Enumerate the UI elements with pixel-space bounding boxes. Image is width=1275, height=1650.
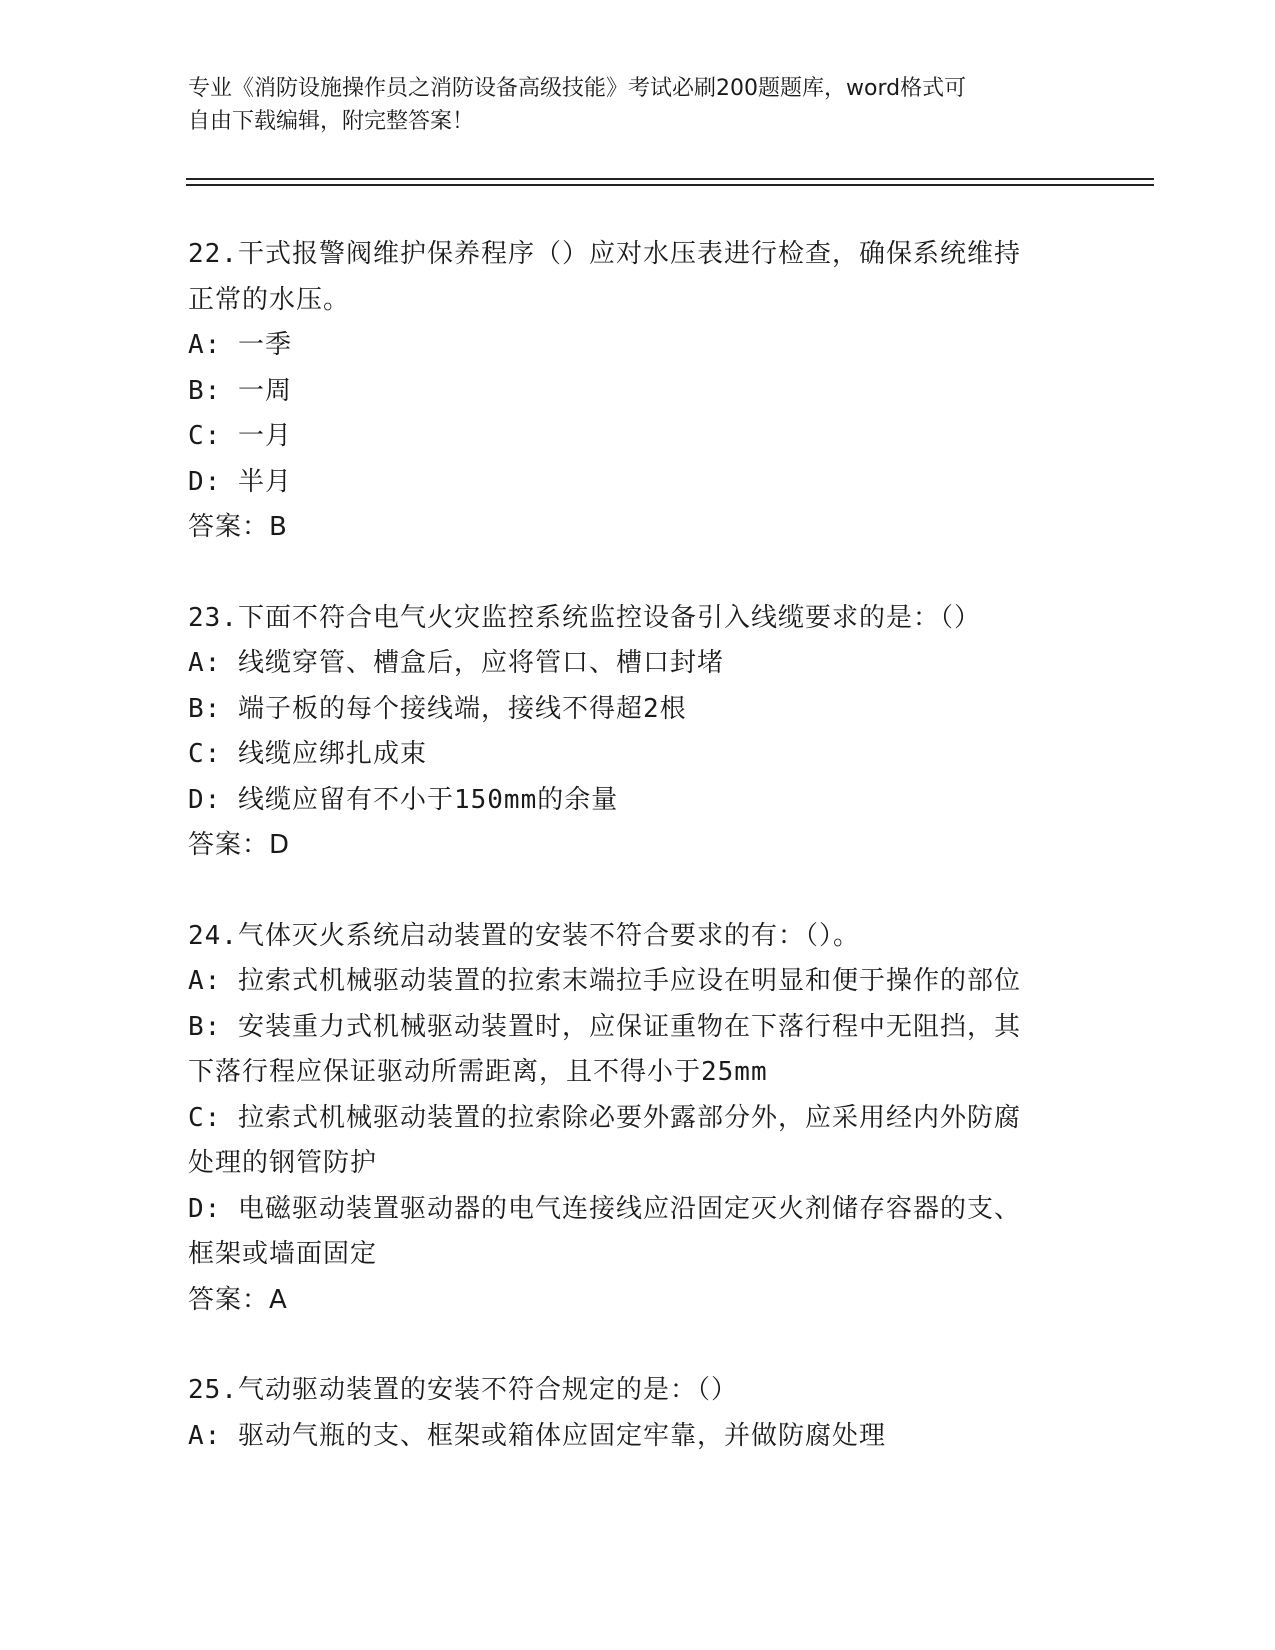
option-line: 下落行程应保证驱动所需距离，且不得小于25mm (188, 1057, 768, 1087)
question-stem-line: 23.下面不符合电气火灾监控系统监控设备引入线缆要求的是：（） (188, 602, 981, 633)
option-line: D: 电磁驱动装置驱动器的电气连接线应沿固定灭火剂储存容器的支、 (188, 1193, 1021, 1224)
option-line: B: 一周 (188, 375, 292, 406)
option-line: A: 线缆穿管、槽盒后，应将管口、槽口封堵 (188, 648, 724, 678)
question-stem-line: 25.气动驱动装置的安装不符合规定的是：（） (188, 1375, 738, 1405)
question-4 (188, 1368, 1088, 1459)
option-line: B: 端子板的每个接线端，接线不得超2根 (188, 693, 687, 724)
option-line: C: 拉索式机械驱动装置的拉索除必要外露部分外，应采用经内外防腐 (188, 1102, 1021, 1133)
question-list (188, 232, 1088, 1459)
document-header (188, 72, 1068, 138)
answer-label: 答案：B (188, 512, 288, 542)
option-line: A: 一季 (188, 330, 292, 360)
header-line-1: 专业《消防设施操作员之消防设备高级技能》考试必刷200题题库，word格式可 (188, 76, 967, 101)
question-stem-line: 正常的水压。 (188, 284, 351, 315)
answer-label: 答案：D (188, 830, 291, 860)
question-2 (188, 596, 1088, 869)
option-line: D: 线缆应留有不小于150mm的余量 (188, 784, 619, 815)
option-line: C: 线缆应绑扎成束 (188, 739, 427, 769)
option-line: B: 安装重力式机械驱动装置时，应保证重物在下落行程中无阻挡，其 (188, 1011, 1021, 1042)
header-line-2: 自由下载编辑，附完整答案！ (188, 109, 475, 134)
question-3 (188, 914, 1088, 1324)
answer-label: 答案：A (188, 1284, 288, 1315)
option-line: D: 半月 (188, 466, 292, 497)
header-rule-top (186, 178, 1154, 180)
header-rule-bottom (186, 184, 1154, 186)
option-line: A: 驱动气瓶的支、框架或箱体应固定牢靠，并做防腐处理 (188, 1420, 886, 1451)
question-stem-line: 22.干式报警阀维护保养程序（）应对水压表进行检查，确保系统维持 (188, 239, 1021, 269)
option-line: A: 拉索式机械驱动装置的拉索末端拉手应设在明显和便于操作的部位 (188, 966, 1021, 996)
question-stem-line: 24.气体灭火系统启动装置的安装不符合要求的有：（）。 (188, 920, 860, 951)
option-line: C: 一月 (188, 421, 292, 451)
option-line: 处理的钢管防护 (188, 1148, 378, 1178)
question-1 (188, 232, 1088, 551)
option-line: 框架或墙面固定 (188, 1239, 378, 1269)
